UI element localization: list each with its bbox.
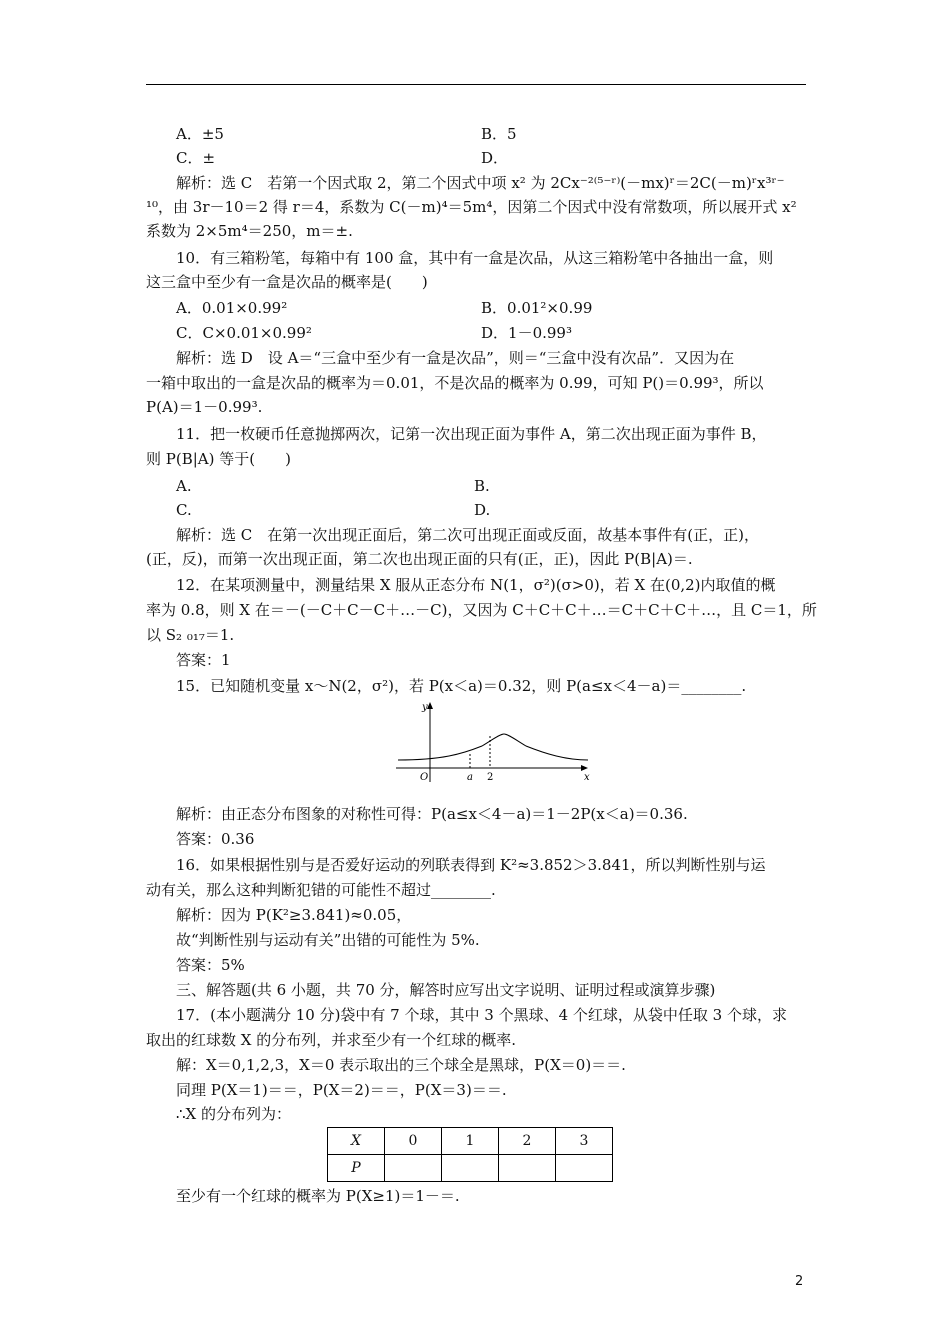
q17-solution-line2: 同理 P(X＝1)＝＝，P(X＝2)＝＝，P(X＝3)＝＝. [176,1081,507,1099]
q12-answer: 答案：1 [176,651,231,669]
normal-distribution-figure [392,698,592,784]
q16-solution-line2: 故“判断性别与运动有关”出错的可能性为 5%. [176,931,480,949]
q10-option-d: D．1－0.99³ [481,324,572,342]
q11-stem-line2: 则 P(B|A) 等于( ) [146,450,291,468]
q9-solution-line2: ¹⁰，由 3r－10＝2 得 r＝4，系数为 C(－m)⁴＝5m⁴，因第二个因式中没有常数项，所以展开式 x² [146,198,797,216]
q9-option-d: D． [481,149,509,167]
table-cell [499,1155,556,1182]
q11-option-a: A. [176,477,192,495]
q9-option-a: A．±5 [176,125,224,143]
q17-solution-line1: 解：X＝0,1,2,3，X＝0 表示取出的三个球全是黑球，P(X＝0)＝＝. [176,1056,626,1074]
q17-solution-line4: 至少有一个红球的概率为 P(X≥1)＝1－＝. [176,1187,460,1205]
q11-solution-line1: 解析：选 C 在第一次出现正面后，第二次可出现正面或反面，故基本事件有(正，正)， [176,526,759,544]
q16-stem-line2: 动有关，那么这种判断犯错的可能性不超过________. [146,881,496,899]
table-cell: 1 [442,1128,499,1155]
y-axis-arrow [427,702,433,709]
q17-stem-line1: 17．(本小题满分 10 分)袋中有 7 个球，其中 3 个黑球、4 个红球，从袋中任取 3 个球，求 [176,1006,787,1024]
page-number: 2 [795,1274,804,1289]
q12-line2: 率为 0.8，则 X 在＝－(－C＋C－C＋…－C)，又因为 C＋C＋C＋…＝C＋C＋C＋…，且 C＝1，所 [146,601,817,619]
q10-option-c: C．C×0.01×0.99² [176,324,312,342]
q10-solution-line3: P(A)＝1－0.99³. [146,398,263,416]
table-row [328,1155,613,1182]
distribution-table [327,1127,613,1182]
q9-solution-line1: 解析：选 C 若第一个因式取 2，第二个因式中项 x² 为 2Cx⁻²⁽⁵⁻ʳ⁾(－mx)ʳ＝2C(－m)ʳx³ʳ⁻ [176,174,785,192]
table-cell [385,1155,442,1182]
q17-stem-line2: 取出的红球数 X 的分布列，并求至少有一个红球的概率. [146,1031,516,1049]
q9-solution-line3: 系数为 2×5m⁴＝250，m＝±. [146,222,353,240]
x-label: x [584,772,590,783]
q16-solution-line1: 解析：因为 P(K²≥3.841)≈0.05， [176,906,412,924]
section-3-heading: 三、解答题(共 6 小题，共 70 分，解答时应写出文字说明、证明过程或演算步骤) [176,981,716,999]
q15-solution: 解析：由正态分布图象的对称性可得：P(a≤x＜4－a)＝1－2P(x＜a)＝0.36. [176,805,688,823]
q16-answer: 答案：5% [176,956,245,974]
q12-line1: 12．在某项测量中，测量结果 X 服从正态分布 N(1，σ²)(σ>0)，若 X 在(0,2)内取值的概 [176,576,776,594]
origin-label: O [420,772,429,783]
table-cell: 3 [556,1128,613,1155]
q9-option-c: C．± [176,149,216,167]
table-cell: 2 [499,1128,556,1155]
table-cell: 0 [385,1128,442,1155]
q11-solution-line2: (正，反)，而第一次出现正面，第二次也出现正面的只有(正，正)，因此 P(B|A)＝. [146,550,693,568]
table-cell: P [328,1155,385,1182]
header-rule [146,84,806,85]
table-cell [442,1155,499,1182]
q17-solution-line3: ∴X 的分布列为： [176,1105,291,1123]
q9-option-b: B．5 [481,125,517,143]
two-label: 2 [487,772,494,783]
table-header-row [328,1128,613,1155]
q11-option-b: B. [474,477,490,495]
q15-answer: 答案：0.36 [176,830,255,848]
a-label: a [467,772,473,783]
q11-option-d: D. [474,501,491,519]
x-axis-arrow [581,765,588,771]
q11-stem-line1: 11．把一枚硬币任意抛掷两次，记第一次出现正面为事件 A，第二次出现正面为事件 B， [176,425,767,443]
q15-stem: 15．已知随机变量 x～N(2，σ²)，若 P(x＜a)＝0.32，则 P(a≤x＜4－a)＝________. [176,677,747,695]
table-cell [556,1155,613,1182]
y-label: y [422,702,428,713]
q10-option-a: A．0.01×0.99² [176,299,288,317]
q10-option-b: B．0.01²×0.99 [481,299,593,317]
q10-stem-line1: 10．有三箱粉笔，每箱中有 100 盒，其中有一盒是次品，从这三箱粉笔中各抽出一盒，则 [176,249,774,267]
q16-stem-line1: 16．如果根据性别与是否爱好运动的列联表得到 K²≈3.852＞3.841，所以判断性别与运 [176,856,766,874]
normal-curve [398,734,588,760]
q10-stem-line2: 这三盒中至少有一盒是次品的概率是( ) [146,273,428,291]
q11-option-c: C. [176,501,192,519]
q12-line3: 以 S₂ ₀₁₇＝1. [146,626,235,644]
q10-solution-line1: 解析：选 D 设 A＝“三盒中至少有一盒是次品”，则＝“三盒中没有次品”．又因为在 [176,349,735,367]
table-cell: X [328,1128,385,1155]
q10-solution-line2: 一箱中取出的一盒是次品的概率为＝0.01，不是次品的概率为 0.99，可知 P()＝0.99³，所以 [146,374,764,392]
